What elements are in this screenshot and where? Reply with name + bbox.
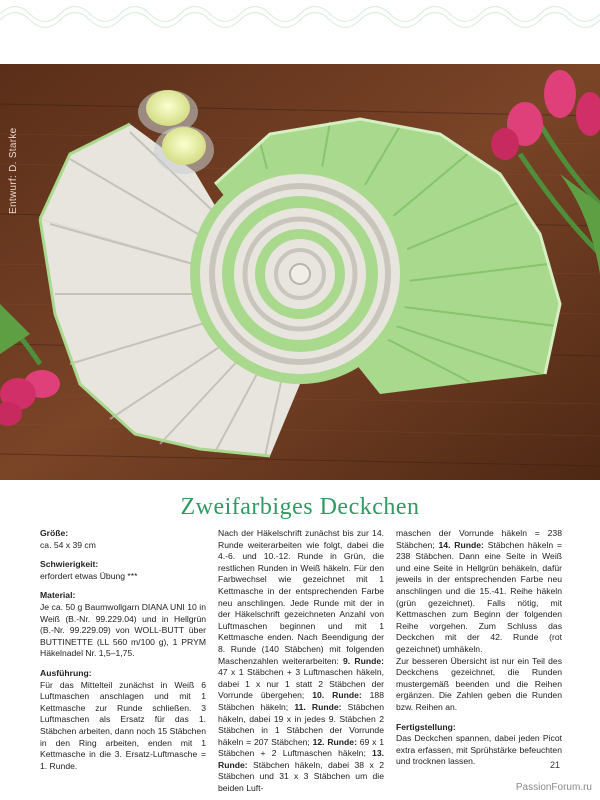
material-heading: Material: xyxy=(40,590,76,601)
round-label: 11. Runde: xyxy=(294,701,342,712)
watermark: PassionForum.ru xyxy=(515,782,592,793)
round-label: 10. Runde: xyxy=(312,690,362,701)
size-heading: Größe: xyxy=(40,528,69,538)
text-span: Nach der Häkelschrift zunächst bis zur 14. Runde weiterarbeiten wie folgt, dabei die 4.-6. und 10.-12. Runde in Grün, die restlichen Runden in Weiß häkeln. Für den Farbwechsel wie gezeichnet mit 1 Kettmasche in der entsprechenden Farbe neu anschlingen. Jede Runde mit der in der Häkelschrift gezeichneten Anzahl von Luftmaschen beginnen und mit 1 Kettmasche enden. Nach Beendigung der 8. Runde (140 Stäbchen) mit folgenden Maschenzahlen weiterarbeiten: xyxy=(218,528,384,666)
text-span: 188 Stäbchen häkeln; xyxy=(218,690,384,712)
overview-note: Zur besseren Übersicht ist nur ein Teil des Deckchens gezeichnet, die Runden mustergemäß beenden und die Reihen ergänzen. Die Zahlen geben die Runden bzw. Reihen an. xyxy=(396,655,562,712)
page-number: 21 xyxy=(550,760,561,770)
text-column-1 xyxy=(40,528,206,772)
difficulty-heading: Schwierigkeit: xyxy=(40,559,99,570)
instructions-text: Für das Mittelteil zunächst in Weiß 6 Luftmaschen anschlagen und mit 1 Kettmasche zur Runde schließen. 3 Luftmaschen als Ersatz für das 1. Stäbchen arbeiten, dann noch 15 Stäbchen in den Ring arbeiten, enden mit 1 Kettmasche in die 3. Ersatz-Luftmasche = 1. Runde. xyxy=(40,679,206,771)
text-span: 47 x 1 Stäbchen + 3 Luftmaschen häkeln, dabei 1 x nur 1 statt 2 Stäbchen der Vorrunde übergehen; xyxy=(218,667,384,701)
material-text: Je ca. 50 g Baumwollgarn DIANA UNI 10 in Weiß (B.-Nr. 99.229.04) und in Hellgrün (B.-Nr. 99.229.09) von WOLL-BUTT über BUTTINETTE (LL 560 m/100 g), 1 PRYM Häkelnadel Nr. 1,5–1,75. xyxy=(40,601,206,659)
text-column-2 xyxy=(218,528,384,795)
round-label: 13. Runde: xyxy=(218,748,384,770)
photo-credit: Entwurf: D. Starke xyxy=(8,127,19,214)
text-span: maschen der Vorrunde häkeln = 238 Stäbchen; xyxy=(396,528,562,550)
text-span: Stäbchen häkeln = 238 Stäbchen. Dann eine Seite in Weiß und eine Seite in Hellgrün behäkeln, dafür jeweils in der entsprechenden Farbe neu anschlingen und die 15.-41. Reihe häkeln (grün gezeichnet). Falls nötig, mit Kettmaschen zum Beginn der folgenden Reihe vorgehen. Zum Schluss das Deckchen mit der 42. Runde (rot gezeichnet) umhäkeln. xyxy=(396,539,562,654)
instructions-heading: Ausführung: xyxy=(40,667,92,678)
round-label: 9. Runde: xyxy=(343,655,384,666)
page-title: Zweifarbiges Deckchen xyxy=(180,494,420,520)
finishing-heading: Fertigstellung: xyxy=(396,721,456,732)
doily-center xyxy=(195,169,405,379)
text-span: Stäbchen häkeln, dabei 38 x 2 Stäbchen und 31 x 3 Stäbchen um die beiden Luft- xyxy=(218,759,384,794)
round-label: 12. Runde: xyxy=(312,736,357,747)
round-label: 14. Runde: xyxy=(438,539,484,550)
doily-photo xyxy=(0,64,600,480)
text-span: Stäbchen häkeln, dabei 19 x in jedes 9. Stäbchen 2 Stäbchen in 1 Stäbchen der Vorrunde häkeln = 207 Stäbchen; xyxy=(218,701,384,747)
text-column-3 xyxy=(396,528,562,768)
top-lace-band xyxy=(0,0,600,64)
size-value: ca. 54 x 39 cm xyxy=(40,539,96,550)
instructions-continued xyxy=(218,528,384,795)
finishing-text: Das Deckchen spannen, dabei jeden Picot extra erfassen, mit Sprühstärke befeuchten und trocknen lassen. xyxy=(396,733,562,767)
text-span: 69 x 1 Stäbchen + 2 Luftmaschen häkeln; xyxy=(218,736,384,759)
difficulty-value: erfordert etwas Übung *** xyxy=(40,570,138,581)
instructions-end xyxy=(396,528,562,656)
